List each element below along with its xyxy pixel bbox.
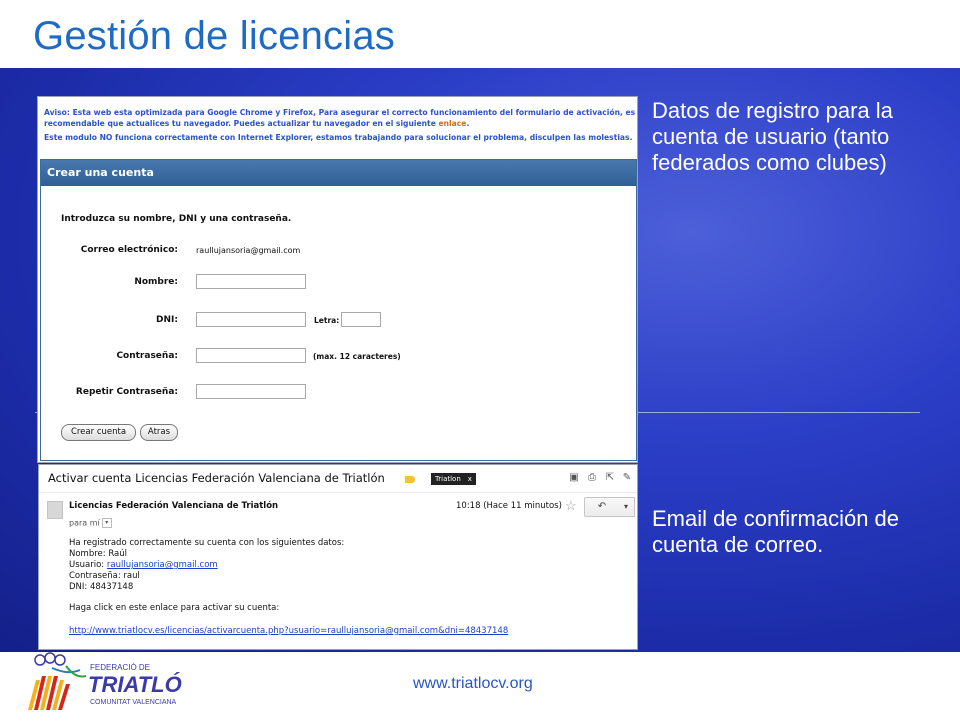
registro-description: Datos de registro para la cuenta de usuario (tanto federados como clubes) bbox=[652, 98, 893, 175]
notice-line-2-text: recomendable que actualices tu navegador. Puedes actualizar tu navegador en el siguiente bbox=[44, 119, 439, 128]
email-recipient bbox=[69, 518, 112, 528]
body-line-6: Haga click en este enlace para activar su cuenta: bbox=[69, 603, 280, 613]
browser-notice bbox=[44, 107, 636, 143]
footer-url[interactable]: www.triatlocv.org bbox=[413, 675, 533, 692]
back-button[interactable]: Atras bbox=[140, 424, 178, 441]
letra-label: Letra: bbox=[314, 316, 340, 325]
activation-link[interactable]: http://www.triatlocv.es/licencias/activarcuenta.php?usuario=raullujansoria@gmail.com&dni=48437148 bbox=[69, 626, 509, 636]
reply-button[interactable] bbox=[584, 497, 620, 517]
avatar bbox=[47, 501, 63, 519]
activation-line bbox=[69, 626, 508, 637]
body-line-3 bbox=[69, 560, 218, 571]
repeat-password-input[interactable] bbox=[196, 384, 306, 399]
email-sender: Licencias Federación Valenciana de Triatlón bbox=[69, 501, 279, 511]
update-browser-link[interactable]: enlace bbox=[438, 119, 467, 128]
notice-line-1: Aviso: Esta web esta optimizada para Google Chrome y Firefox, Para asegurar el correcto funcionamiento del formulario de activación, es bbox=[44, 108, 636, 117]
archive-icon[interactable]: ▣ bbox=[569, 472, 579, 483]
email-subject: Activar cuenta Licencias Federación Valenciana de Triatlón bbox=[48, 471, 385, 485]
repeat-password-label: Repetir Contraseña: bbox=[75, 387, 178, 397]
user-email-link[interactable]: raullujansoria@gmail.com bbox=[106, 560, 218, 570]
user-label: Usuario: bbox=[69, 560, 107, 570]
form-intro: Introduzca su nombre, DNI y una contraseña. bbox=[61, 214, 292, 224]
notice-line-3: Este modulo NO funciona correctamente con Internet Explorer, estamos trabajando para solucionar el problema, disculpen las molestias. bbox=[44, 133, 633, 142]
details-caret-icon[interactable]: ▾ bbox=[102, 518, 112, 528]
nombre-input[interactable] bbox=[196, 274, 306, 289]
nombre-label: Nombre: bbox=[134, 277, 178, 287]
star-icon[interactable]: ☆ bbox=[565, 498, 577, 513]
tag-icon bbox=[405, 476, 415, 483]
more-button[interactable] bbox=[618, 497, 635, 517]
label-chip-text: Triatlon bbox=[435, 475, 461, 483]
email-label: Correo electrónico: bbox=[80, 245, 178, 255]
email-screenshot bbox=[38, 464, 638, 650]
federation-logo bbox=[22, 650, 196, 716]
panel-title: Crear una cuenta bbox=[41, 160, 636, 186]
recipient-text: para mí bbox=[69, 518, 100, 528]
logo-graphic bbox=[22, 650, 196, 716]
new-window-icon[interactable]: ⇱ bbox=[605, 472, 615, 483]
reply-icon: ↶ bbox=[597, 501, 607, 512]
password-label: Contraseña: bbox=[116, 351, 178, 361]
form-screenshot bbox=[37, 96, 638, 463]
create-account-button[interactable]: Crear cuenta bbox=[61, 424, 136, 441]
dni-label: DNI: bbox=[156, 315, 178, 325]
logo-line-2: TRIATLÓ bbox=[88, 672, 182, 697]
create-account-panel bbox=[40, 159, 637, 461]
email-time: 10:18 (Hace 11 minutos) bbox=[456, 501, 562, 511]
password-hint: (max. 12 caracteres) bbox=[313, 352, 401, 361]
logo-line-3: COMUNITAT VALENCIANA bbox=[90, 699, 177, 706]
body-line-2: Nombre: Raúl bbox=[69, 549, 128, 559]
label-chip[interactable] bbox=[431, 473, 476, 485]
logo-line-1: FEDERACIÓ DE bbox=[90, 663, 151, 672]
notice-line-2 bbox=[44, 118, 629, 129]
dni-input[interactable] bbox=[196, 312, 306, 327]
print-icon[interactable]: ⎙ bbox=[588, 472, 596, 483]
settings-icon[interactable]: ✎ bbox=[622, 472, 632, 483]
letra-input[interactable] bbox=[341, 312, 381, 327]
body-line-5: DNI: 48437148 bbox=[69, 582, 134, 592]
remove-label-icon[interactable]: x bbox=[467, 475, 472, 483]
more-icon: ▾ bbox=[623, 502, 628, 511]
email-header-bar bbox=[39, 465, 637, 493]
slide-title: Gestión de licencias bbox=[33, 14, 395, 58]
email-value: raullujansoria@gmail.com bbox=[196, 246, 301, 255]
body-line-1: Ha registrado correctamente su cuenta con los siguientes datos: bbox=[69, 538, 345, 548]
body-line-4: Contraseña: raul bbox=[69, 571, 140, 581]
notice-line-2-end: . bbox=[466, 119, 470, 128]
email-description: Email de confirmación de cuenta de correo. bbox=[652, 506, 900, 557]
password-input[interactable] bbox=[196, 348, 306, 363]
